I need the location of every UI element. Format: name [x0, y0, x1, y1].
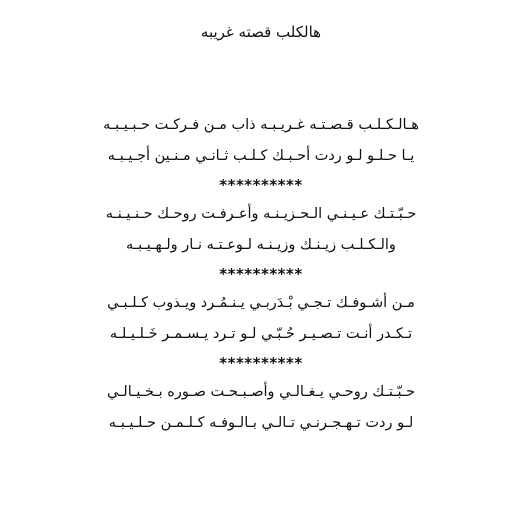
stanza-separator: **********: [219, 354, 303, 372]
poem-line: حـبّـتـك عـيـنـي الـحـزيـنـه وأعـرفـت روحـك حـنـيـنـه: [105, 206, 417, 222]
poem-title: هالكلب قصته غريبه: [200, 23, 322, 41]
stanza-separator: **********: [219, 265, 303, 283]
poem-body: [0, 110, 522, 439]
poem-line: يـا حـلـو لـو ردت أحـبـك كـلـب ثـانـي مـنـين أجـيـبـه: [107, 148, 415, 164]
stanza-separator: **********: [219, 176, 303, 194]
poem-line: حـبّـتـك روحـي يـغـالـي وأصـبـحـت صـوره بـخـيـالـي: [106, 384, 416, 400]
poem-line: مـن أشـوفـك تـجـي بْـدَربـي يـنـمُـرد ويـذوب كـلـبـي: [107, 295, 415, 311]
poem-line: تـكـدر أنـت تـصـيـر حُـبّـي لـو تـرد يـسـمـر خَـلـيـلـه: [109, 326, 413, 342]
poem-line: هـالـكـلـب قـصـتـه غـريـبـه ذاب مـن فـركـت حـبـيـبـه: [103, 117, 419, 133]
poem-line: لـو ردت تـهـجـرنـي تـالـي بـالـوفـه كـلـمـن حـلـيـبـه: [108, 415, 414, 431]
poem-line: والـكـلـب زيـنـك وزيـنـه لـوعـتـه نـار ولـهـيـبـه: [126, 237, 396, 253]
